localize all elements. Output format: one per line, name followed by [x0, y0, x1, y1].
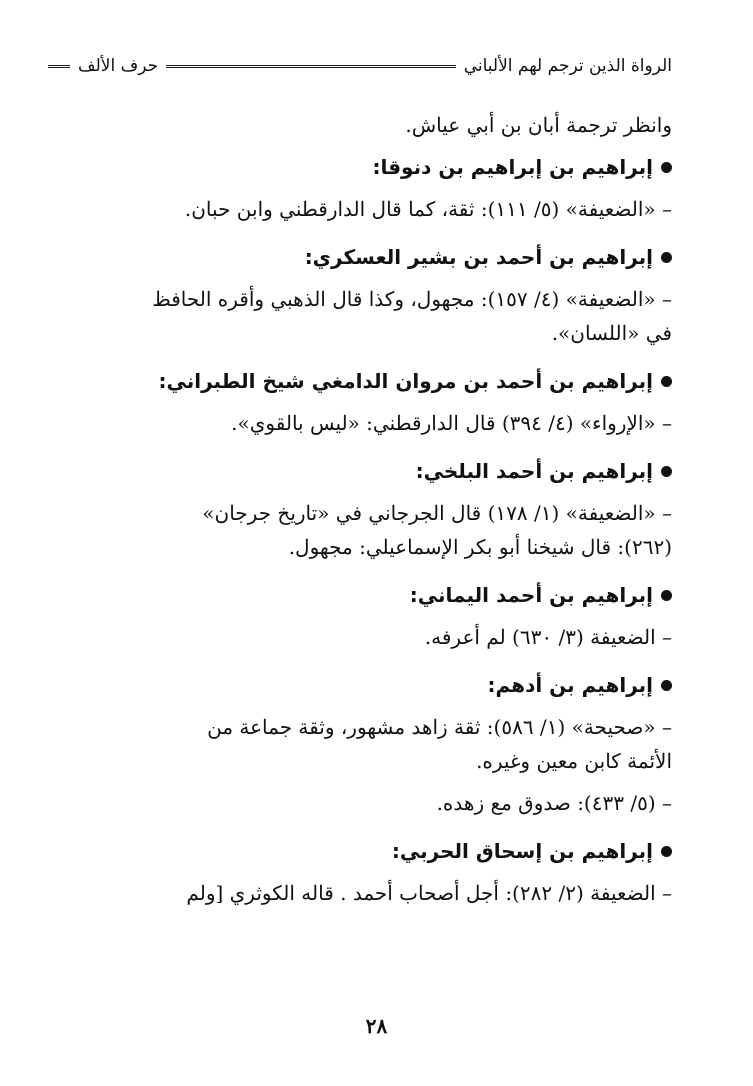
entry-heading: إبراهيم بن أحمد اليماني:	[52, 578, 672, 612]
entry-text: – «الضعيفة» (٤/ ١٥٧): مجهول، وكذا قال الذهبي وأقره الحافظ	[152, 287, 672, 311]
entry-heading: إبراهيم بن إسحاق الحربي:	[52, 834, 672, 868]
entry-text: – الضعيفة (٢/ ٢٨٢): أجل أصحاب أحمد . قاله الكوثري [ولم	[186, 881, 672, 905]
entry-text: الأئمة كابن معين وغيره.	[476, 749, 672, 773]
page-body	[52, 108, 672, 910]
bullet-icon	[661, 466, 672, 477]
entry-text: – «صحيحة» (١/ ٥٨٦): ثقة زاهد مشهور، وثقة جماعة من	[207, 715, 672, 739]
entry-text: – «الضعيفة» (١/ ١٧٨) قال الجرجاني في «تاريخ جرجان»	[202, 501, 672, 525]
page-number: ٢٨	[365, 1014, 388, 1038]
bullet-icon	[661, 376, 672, 387]
entry-heading: إبراهيم بن أحمد البلخي:	[52, 454, 672, 488]
entry-text: في «اللسان».	[551, 321, 672, 345]
bullet-icon	[661, 680, 672, 691]
header-rule-end	[48, 65, 70, 68]
header-section-title: حرف الألف	[78, 56, 159, 76]
entry-text: – الضعيفة (٣/ ٦٣٠) لم أعرفه.	[424, 625, 672, 649]
bullet-icon	[661, 846, 672, 857]
entry-heading: إبراهيم بن أدهم:	[52, 668, 672, 702]
entry-text: (٢٦٢): قال شيخنا أبو بكر الإسماعيلي: مجهول.	[288, 535, 672, 559]
entry-heading: إبراهيم بن إبراهيم بن دنوقا:	[52, 150, 672, 184]
bullet-icon	[661, 162, 672, 173]
header-rule	[166, 65, 456, 68]
running-header	[40, 48, 672, 84]
entry-text: – «الضعيفة» (٥/ ١١١): ثقة، كما قال الدارقطني وابن حبان.	[184, 197, 672, 221]
entry-heading: إبراهيم بن أحمد بن بشير العسكري:	[52, 240, 672, 274]
header-book-title: الرواة الذين ترجم لهم الألباني	[463, 56, 672, 76]
bullet-icon	[661, 252, 672, 263]
entry-heading: إبراهيم بن أحمد بن مروان الدامغي شيخ الطبراني:	[52, 364, 672, 398]
bullet-icon	[661, 590, 672, 601]
entry-text: – (٥/ ٤٣٣): صدوق مع زهده.	[436, 791, 672, 815]
entry-text: – «الإرواء» (٤/ ٣٩٤) قال الدارقطني: «ليس بالقوي».	[231, 411, 672, 435]
intro-line: وانظر ترجمة أبان بن أبي عياش.	[405, 113, 672, 137]
